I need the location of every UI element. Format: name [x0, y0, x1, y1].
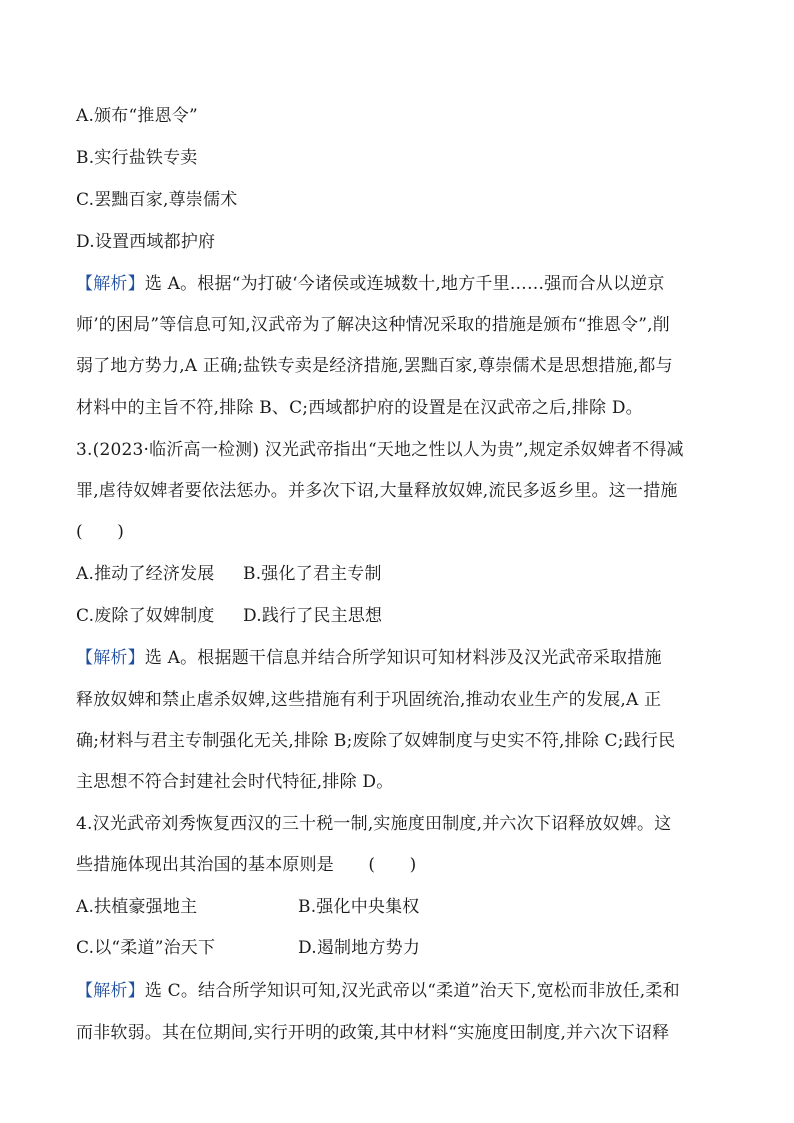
analysis-text: 选 A。根据“为打破‘今诸侯或连城数十,地方千里……强而合从以逆京 — [144, 274, 665, 294]
q3-options-row-2 — [76, 604, 726, 628]
analysis-tag: 【解析】 — [76, 274, 145, 294]
q3-option-a: A.推动了经济发展 — [76, 564, 215, 584]
q4-option-d: D.遏制地方势力 — [298, 938, 421, 958]
q3-analysis-line-2: 释放奴婢和禁止虐杀奴婢,这些措施有利于巩固统治,推动农业生产的发展,A 正 — [76, 690, 662, 710]
q3-options-row-1 — [76, 562, 726, 586]
q2-analysis-line-3: 弱了地方势力,A 正确;盐铁专卖是经济措施,罢黜百家,尊崇儒术是思想措施,都与 — [76, 356, 673, 376]
q4-analysis-line-1 — [76, 979, 726, 1003]
q4-option-a: A.扶植豪强地主 — [76, 897, 198, 917]
q3-stem-line-2: 罪,虐待奴婢者要依法惩办。并多次下诏,大量释放奴婢,流民多返乡里。这一措施 — [76, 481, 678, 501]
q4-stem-line-2: 些措施体现出其治国的基本原则是 ( ) — [76, 855, 417, 875]
q4-analysis-line-2: 而非软弱。其在位期间,实行开明的政策,其中材料“实施度田制度,并六次下诏释 — [76, 1023, 670, 1043]
q2-analysis-line-4: 材料中的主旨不符,排除 B、C;西域都护府的设置是在汉武帝之后,排除 D。 — [76, 398, 643, 418]
q3-stem-line-1: 3.(2023·临沂高一检测) 汉光武帝指出“天地之性以人为贵”,规定杀奴婢者不得减 — [76, 440, 684, 460]
q4-option-b: B.强化中央集权 — [298, 897, 420, 917]
q4-option-c: C.以“柔道”治天下 — [76, 938, 216, 958]
q4-options-row-1 — [76, 895, 726, 919]
q2-option-b: B.实行盐铁专卖 — [76, 148, 198, 168]
q2-option-d: D.设置西域都护府 — [76, 232, 216, 252]
q3-option-d: D.践行了民主思想 — [243, 606, 383, 626]
q3-analysis-line-3: 确;材料与君主专制强化无关,排除 B;废除了奴婢制度与史实不符,排除 C;践行民 — [76, 731, 676, 751]
analysis-text: 选 C。结合所学知识可知,汉光武帝以“柔道”治天下,宽松而非放任,柔和 — [144, 981, 680, 1001]
analysis-text: 选 A。根据题干信息并结合所学知识可知材料涉及汉光武帝采取措施 — [144, 648, 662, 668]
q2-analysis-line-1 — [76, 272, 726, 296]
q4-stem-line-1: 4.汉光武帝刘秀恢复西汉的三十税一制,实施度田制度,并六次下诏释放奴婢。这 — [76, 814, 672, 834]
q3-option-b: B.强化了君主专制 — [243, 564, 382, 584]
q4-options-row-2 — [76, 936, 726, 960]
q2-option-a: A.颁布“推恩令” — [76, 106, 198, 126]
q3-analysis-line-1 — [76, 646, 726, 670]
analysis-tag: 【解析】 — [76, 648, 145, 668]
q2-option-c: C.罢黜百家,尊崇儒术 — [76, 190, 238, 210]
q2-analysis-line-2: 师’的困局”等信息可知,汉武帝为了解决这种情况采取的措施是颁布“推恩令”,削 — [76, 315, 670, 335]
q3-stem-line-3: ( ) — [76, 522, 125, 542]
q3-option-c: C.废除了奴婢制度 — [76, 606, 215, 626]
analysis-tag: 【解析】 — [76, 981, 145, 1001]
q3-analysis-line-4: 主思想不符合封建社会时代特征,排除 D。 — [76, 772, 394, 792]
